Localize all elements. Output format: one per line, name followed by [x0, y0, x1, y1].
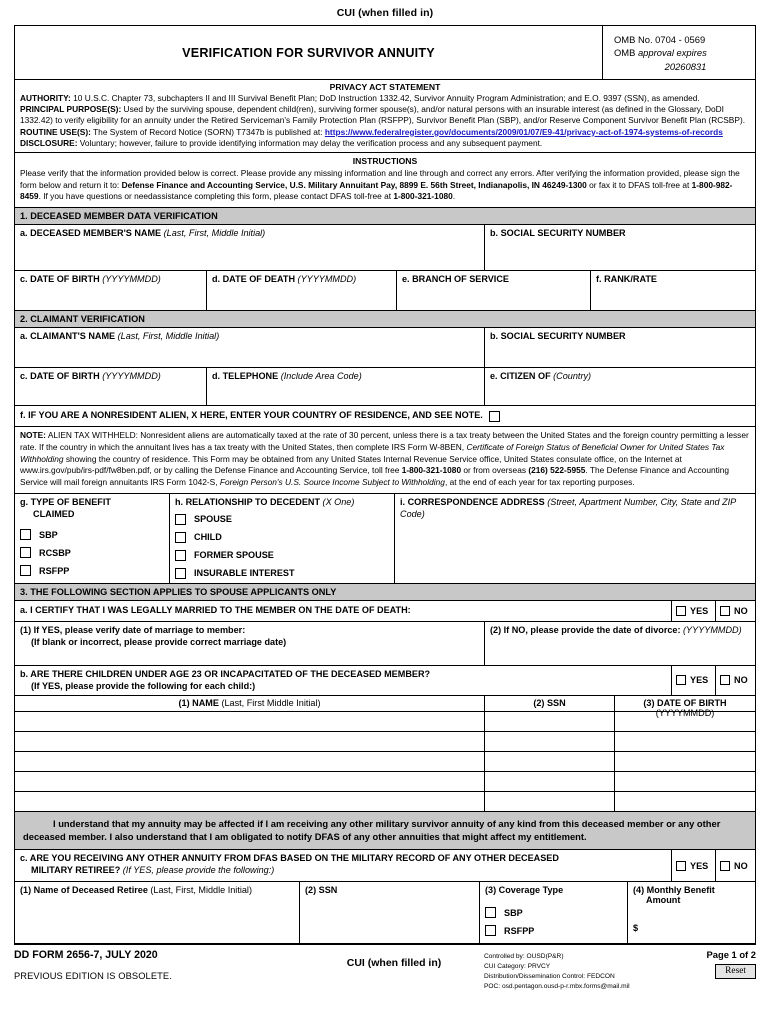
- children-question: [15, 666, 671, 695]
- coverage-type-label: (3) Coverage Type: [485, 885, 564, 896]
- children-col-ssn: (2) SSN: [485, 696, 615, 711]
- children-no-checkbox[interactable]: [720, 675, 730, 685]
- other-annuity-no-label: NO: [734, 860, 748, 871]
- children-yes-label: YES: [690, 675, 709, 686]
- benefit-rcsbp-label: RCSBP: [39, 547, 71, 558]
- field-citizen-of[interactable]: [485, 368, 755, 405]
- privacy-routine-label: ROUTINE USE(S):: [20, 126, 91, 137]
- deceased-retiree-name-label: (1) Name of Deceased Retiree: [20, 885, 151, 896]
- child-name-cell[interactable]: [15, 772, 485, 791]
- coverage-option-sbp[interactable]: [485, 907, 623, 918]
- monthly-benefit-label-line2: Amount: [646, 895, 681, 906]
- relationship-insurable-interest-checkbox[interactable]: [175, 568, 186, 579]
- benefit-rsfpp-label: RSFPP: [39, 565, 70, 576]
- field-correspondence-address[interactable]: [395, 494, 755, 583]
- field-telephone-label: d. TELEPHONE: [212, 371, 281, 382]
- coverage-sbp-checkbox[interactable]: [485, 907, 496, 918]
- section-3-bar: 3. THE FOLLOWING SECTION APPLIES TO SPOUSE APPLICANTS ONLY: [15, 584, 755, 601]
- relationship-hint: (X One): [322, 496, 355, 507]
- field-nonresident-alien-label: f. IF YOU ARE A NONRESIDENT ALIEN, X HERE, ENTER YOUR COUNTRY OF RESIDENCE, AND SEE NOTE.: [20, 410, 483, 421]
- correspondence-address-label: i. CORRESPONDENCE ADDRESS: [400, 496, 548, 507]
- field-deceased-name-label: a. DECEASED MEMBER'S NAME: [20, 228, 164, 239]
- form-header: [15, 26, 755, 80]
- retiree-ssn-label: (2) SSN: [305, 885, 338, 896]
- section-2-row-2: [15, 368, 755, 406]
- alien-note-overseas-phone: (216) 522-5955: [528, 465, 586, 476]
- children-col-name: [15, 696, 485, 711]
- child-ssn-cell[interactable]: [485, 772, 615, 791]
- other-annuity-label-line1: c. ARE YOU RECEIVING ANY OTHER ANNUITY FROM DFAS BASED ON THE MILITARY RECORD OF ANY OTHER DECEASED: [20, 853, 559, 864]
- field-nonresident-alien[interactable]: [15, 406, 755, 427]
- field-claimant-ssn[interactable]: [485, 328, 755, 367]
- w8ben-title: Certificate of Foreign Status of Beneficial Owner for United States Tax Withholding: [20, 441, 725, 464]
- certify-married-question: [15, 601, 671, 621]
- coverage-option-rsfpp[interactable]: [485, 925, 623, 936]
- child-dob-cell[interactable]: [615, 772, 755, 791]
- instructions-p1: Please verify that the information provided below is correct. Please provide any missing information and line through and correct any errors. After verifying the information provided, please sign the form below and return it to:: [20, 168, 740, 190]
- omb-expires-prefix: OMB: [614, 47, 638, 59]
- children-no-label: NO: [734, 675, 748, 686]
- field-claimant-dob-label: c. DATE OF BIRTH: [20, 371, 103, 382]
- instructions-text: [20, 168, 750, 203]
- privacy-purpose-label: PRINCIPAL PURPOSE(S):: [20, 104, 122, 115]
- field-citizen-hint: (Country): [553, 371, 592, 382]
- form-body: [14, 25, 756, 944]
- instructions-p2: or fax it to DFAS toll-free at: [586, 179, 692, 190]
- omb-number: OMB No. 0704 - 0569: [614, 34, 706, 45]
- children-yes-checkbox[interactable]: [676, 675, 686, 685]
- section-1-row-1: [15, 225, 755, 271]
- type-of-benefit-label-line1: g. TYPE OF BENEFIT: [20, 496, 111, 507]
- children-no[interactable]: [715, 666, 755, 695]
- children-table-row: [15, 752, 755, 772]
- nonresident-alien-checkbox[interactable]: [489, 411, 500, 422]
- field-rank-rate-label: f. RANK/RATE: [596, 274, 657, 285]
- field-branch-of-service[interactable]: [397, 271, 591, 310]
- section-1-row-2: [15, 271, 755, 311]
- cui-metadata-block: [484, 949, 630, 992]
- other-annuity-yes[interactable]: [671, 850, 715, 881]
- child-dob-cell[interactable]: [615, 792, 755, 811]
- previous-edition-note: PREVIOUS EDITION IS OBSOLETE.: [14, 971, 172, 982]
- children-question-hint: (If YES, please provide the following for each child:): [31, 680, 256, 691]
- alien-tax-note-t3: or from overseas: [461, 465, 529, 476]
- benefit-rcsbp-checkbox[interactable]: [20, 547, 31, 558]
- certify-married-no-label: NO: [734, 605, 748, 616]
- section-3-row-c: [15, 850, 755, 882]
- privacy-authority-text: 10 U.S.C. Chapter 73, subchapters II and III Survival Benefit Plan; DoD Instruction 1332.42, Survivor Annuity Program Administration; and E.O. 9397 (SSN), as amended.: [70, 93, 700, 104]
- cui-banner-top: CUI (when filled in): [336, 7, 434, 19]
- privacy-disclosure-text: Voluntary; however, failure to provide identifying information may delay the verification process and any subsequent payment.: [77, 137, 543, 148]
- relationship-child-label: CHILD: [194, 532, 222, 543]
- monthly-benefit-label-line1: (4) Monthly Benefit: [633, 885, 715, 896]
- field-deceased-ssn[interactable]: [485, 225, 755, 270]
- coverage-rsfpp-label: RSFPP: [504, 925, 535, 936]
- alien-tax-note-t1: ALIEN TAX WITHHELD: Nonresident aliens are automatically taxed at the rate of 30 percent, unless there is a tax treaty between the United States and the foreign country permitting a lesser rate. If the country in which the annuitant lives has a tax treaty with the United States, then complete IRS Form W-8BEN,: [20, 430, 749, 452]
- omb-block: [603, 26, 755, 79]
- other-annuity-no[interactable]: [715, 850, 755, 881]
- privacy-routine-use: [20, 127, 750, 138]
- privacy-purpose-text: Used by the surviving spouse, dependent child(ren), surviving former spouse(s), and/or natural persons with an insurable interest (as defined in the Glossary, DoDI 1332.42) to verify eligibility for an annuity under the Retired Serviceman's Family Protection Plan (RSFPP), Survivor Benefit Plan (SBP), and/or Reserve Component Survivor Benefit Plan (RCSBP).: [20, 104, 746, 126]
- other-annuity-yes-label: YES: [690, 860, 709, 871]
- relationship-option-child[interactable]: [175, 532, 390, 543]
- omb-expires-date: 20260831: [664, 60, 707, 72]
- children-table-row: [15, 712, 755, 732]
- field-deceased-dob[interactable]: [15, 271, 207, 310]
- understanding-statement: [15, 812, 755, 851]
- form-title: VERIFICATION FOR SURVIVOR ANNUITY: [15, 26, 603, 79]
- alien-tax-note-label: NOTE:: [20, 430, 46, 441]
- relationship-spouse-label: SPOUSE: [194, 514, 232, 525]
- instructions-section: [15, 153, 755, 208]
- benefit-relationship-address-row: [15, 494, 755, 584]
- divorce-date-label: (2) If NO, please provide the date of divorce:: [490, 624, 684, 635]
- privacy-authority: [20, 93, 750, 104]
- correspondence-address-hint: (Street, Apartment Number, City, State and ZIP Code): [400, 496, 736, 519]
- child-name-cell[interactable]: [15, 792, 485, 811]
- field-retiree-ssn[interactable]: [300, 882, 480, 943]
- field-deceased-dob-label: c. DATE OF BIRTH: [20, 274, 103, 285]
- children-col-dob: [615, 696, 755, 718]
- privacy-act-title: PRIVACY ACT STATEMENT: [329, 82, 441, 93]
- cui-category: CUI Category: PRVCY: [484, 963, 551, 971]
- certify-married-label: a. I CERTIFY THAT I WAS LEGALLY MARRIED TO THE MEMBER ON THE DATE OF DEATH:: [20, 604, 411, 615]
- cui-controlled-by: Controlled by: OUSD(P&R): [484, 953, 564, 961]
- children-table-row: [15, 792, 755, 812]
- cui-dissemination: Distribution/Dissemination Control: FEDCON: [484, 973, 615, 981]
- form-number: DD FORM 2656-7, JULY 2020: [14, 949, 158, 962]
- benefit-option-rcsbp[interactable]: [20, 547, 165, 558]
- section-3-row-b: [15, 666, 755, 696]
- privacy-act-section: [15, 80, 755, 153]
- field-claimant-dob[interactable]: [15, 368, 207, 405]
- alien-tax-note-t2: showing the country of residence. This Form may be obtained from any United States Internal Revenue Service office, United States consulate office, on the Internet at www.irs.gov/pub/irs-pdf/fw8ben.pdf, or by calling the Defense Finance and Accounting Service, toll free: [20, 453, 682, 476]
- certify-married-no-checkbox[interactable]: [720, 606, 730, 616]
- field-branch-label: e. BRANCH OF SERVICE: [402, 274, 509, 285]
- sorn-link[interactable]: https://www.federalregister.gov/documents/2009/01/07/E9-41/privacy-act-of-1974-systems-of-records: [324, 126, 723, 137]
- field-deceased-ssn-label: b. SOCIAL SECURITY NUMBER: [490, 228, 626, 239]
- child-ssn-cell[interactable]: [485, 712, 615, 731]
- other-annuity-table: [15, 882, 755, 944]
- child-name-cell[interactable]: [15, 752, 485, 771]
- monthly-benefit-currency: $: [633, 923, 639, 934]
- alien-note-phone: 1-800-321-1080: [401, 465, 462, 476]
- child-name-cell[interactable]: [15, 732, 485, 751]
- benefit-option-rsfpp[interactable]: [20, 565, 165, 576]
- field-coverage-type: [480, 882, 628, 943]
- footer-right: [707, 949, 757, 979]
- section-2-row-1: [15, 328, 755, 368]
- child-ssn-cell[interactable]: [485, 732, 615, 751]
- alien-tax-note-t5: , at the end of each year for tax reporting purposes.: [444, 477, 635, 488]
- other-annuity-question: [15, 850, 671, 881]
- field-monthly-benefit-amount[interactable]: [628, 882, 755, 943]
- field-divorce-date[interactable]: [485, 622, 755, 665]
- omb-expires-suffix: approval expires: [637, 47, 707, 59]
- deceased-retiree-name-hint: (Last, First, Middle Initial): [150, 885, 252, 896]
- reset-button[interactable]: Reset: [715, 964, 756, 979]
- relationship-option-former-spouse[interactable]: [175, 550, 390, 561]
- alien-tax-note: [15, 427, 755, 494]
- privacy-authority-label: AUTHORITY:: [20, 93, 71, 104]
- field-citizen-label: e. CITIZEN OF: [490, 371, 554, 382]
- other-annuity-hint: (If YES, please provide the following:): [122, 865, 275, 876]
- field-deceased-dob-hint: (YYYYMMDD): [102, 274, 161, 285]
- field-deceased-name-hint: (Last, First, Middle Initial): [163, 228, 266, 239]
- relationship-insurable-interest-label: INSURABLE INTEREST: [194, 568, 295, 579]
- marriage-date-label: (1) If YES, please verify date of marriage to member:: [20, 624, 246, 635]
- divorce-date-hint: (YYYYMMDD): [683, 624, 742, 635]
- field-deceased-name[interactable]: [15, 225, 485, 270]
- page-number: Page 1 of 2: [706, 949, 756, 961]
- certify-married-yes[interactable]: [671, 601, 715, 621]
- children-col-name-label: (1) NAME: [178, 697, 222, 708]
- child-name-cell[interactable]: [15, 712, 485, 731]
- section-1-bar: 1. DECEASED MEMBER DATA VERIFICATION: [15, 208, 755, 225]
- field-marriage-date[interactable]: [15, 622, 485, 665]
- other-annuity-yes-checkbox[interactable]: [676, 861, 686, 871]
- section-3-row-a: [15, 601, 755, 622]
- child-dob-cell[interactable]: [615, 752, 755, 771]
- relationship-former-spouse-label: FORMER SPOUSE: [194, 550, 274, 561]
- instructions-title: INSTRUCTIONS: [352, 156, 418, 167]
- child-ssn-cell[interactable]: [485, 792, 615, 811]
- field-telephone[interactable]: [207, 368, 485, 405]
- privacy-disclosure-label: DISCLOSURE:: [20, 137, 78, 148]
- certify-married-yes-checkbox[interactable]: [676, 606, 686, 616]
- field-telephone-hint: (Include Area Code): [280, 371, 362, 382]
- type-of-benefit-label-line2: CLAIMED: [33, 508, 75, 519]
- children-table-row: [15, 772, 755, 792]
- cui-banner-bottom: CUI (when filled in): [346, 957, 442, 970]
- certify-married-yes-label: YES: [690, 605, 709, 616]
- benefit-sbp-label: SBP: [39, 529, 58, 540]
- form-1042s-title: Foreign Person's U.S. Source Income Subject to Withholding: [219, 477, 445, 488]
- section-2-bar: 2. CLAIMANT VERIFICATION: [15, 311, 755, 328]
- field-deceased-retiree-name[interactable]: [15, 882, 300, 943]
- alien-tax-note-t4: . The Defense Finance and Accounting Service will mail foreign annuitants IRS Form 1042-S,: [20, 465, 730, 488]
- field-date-of-death[interactable]: [207, 271, 397, 310]
- certify-married-no[interactable]: [715, 601, 755, 621]
- relationship-option-spouse[interactable]: [175, 514, 390, 525]
- children-yes[interactable]: [671, 666, 715, 695]
- other-annuity-no-checkbox[interactable]: [720, 861, 730, 871]
- coverage-rsfpp-checkbox[interactable]: [485, 925, 496, 936]
- children-col-name-hint: (Last, First Middle Initial): [221, 697, 321, 708]
- dfas-phone: 1-800-321-1080: [393, 191, 453, 202]
- field-claimant-name-label: a. CLAIMANT'S NAME: [20, 331, 118, 342]
- omb-expires-label: [614, 46, 751, 59]
- field-claimant-name[interactable]: [15, 328, 485, 367]
- field-type-of-benefit: [15, 494, 170, 583]
- children-table-row: [15, 732, 755, 752]
- form-footer: [14, 944, 756, 992]
- privacy-purpose: [20, 104, 750, 126]
- child-dob-cell[interactable]: [615, 712, 755, 731]
- field-claimant-ssn-label: b. SOCIAL SECURITY NUMBER: [490, 331, 626, 342]
- marriage-date-hint: (If blank or incorrect, please provide correct marriage date): [31, 636, 287, 647]
- privacy-disclosure: [20, 138, 750, 149]
- field-date-of-death-hint: (YYYYMMDD): [297, 274, 357, 285]
- field-relationship: [170, 494, 395, 583]
- relationship-option-insurable-interest[interactable]: [175, 568, 390, 579]
- section-3-row-marriage-divorce: [15, 622, 755, 666]
- field-date-of-death-label: d. DATE OF DEATH: [212, 274, 298, 285]
- field-claimant-dob-hint: (YYYYMMDD): [102, 371, 161, 382]
- benefit-option-sbp[interactable]: [20, 529, 165, 540]
- understanding-statement-text: I understand that my annuity may be affected if I am receiving any other military survivor annuity of any kind from this deceased member or any other deceased member. I also understand that I am obligated to notify DFAS of any other annuities that might affect my entitlement.: [23, 817, 721, 843]
- cui-poc: POC: osd.pentagon.ousd-p-r.mbx.forms@mail.mil: [484, 983, 630, 991]
- child-dob-cell[interactable]: [615, 732, 755, 751]
- children-col-dob-hint: (YYYYMMDD): [655, 707, 715, 718]
- relationship-former-spouse-checkbox[interactable]: [175, 550, 186, 561]
- instructions-p4: .: [452, 191, 456, 202]
- dfas-address: Defense Finance and Accounting Service, U.S. Military Annuitant Pay, 8899 E. 56th Street, Indianapolis, IN 46249-1300: [121, 179, 587, 190]
- benefit-sbp-checkbox[interactable]: [20, 529, 31, 540]
- instructions-p3: . If you have questions or needassistance completing this form, please contact DFAS toll-free at: [38, 191, 394, 202]
- children-table-header: [15, 696, 755, 718]
- children-col-dob-label: (3) DATE OF BIRTH: [643, 697, 727, 708]
- coverage-sbp-label: SBP: [504, 907, 523, 918]
- children-question-label: b. ARE THERE CHILDREN UNDER AGE 23 OR INCAPACITATED OF THE DECEASED MEMBER?: [20, 668, 431, 679]
- privacy-routine-text: The System of Record Notice (SORN) T7347b is published at:: [90, 126, 323, 137]
- dfas-fax: 1-800-982-8459: [20, 179, 733, 202]
- footer-left: [14, 949, 304, 981]
- other-annuity-label-line2: MILITARY RETIREE?: [31, 865, 123, 876]
- relationship-spouse-checkbox[interactable]: [175, 514, 186, 525]
- field-rank-rate[interactable]: [591, 271, 755, 310]
- benefit-rsfpp-checkbox[interactable]: [20, 565, 31, 576]
- relationship-child-checkbox[interactable]: [175, 532, 186, 543]
- child-ssn-cell[interactable]: [485, 752, 615, 771]
- field-claimant-name-hint: (Last, First, Middle Initial): [117, 331, 220, 342]
- relationship-label: h. RELATIONSHIP TO DECEDENT: [175, 496, 323, 507]
